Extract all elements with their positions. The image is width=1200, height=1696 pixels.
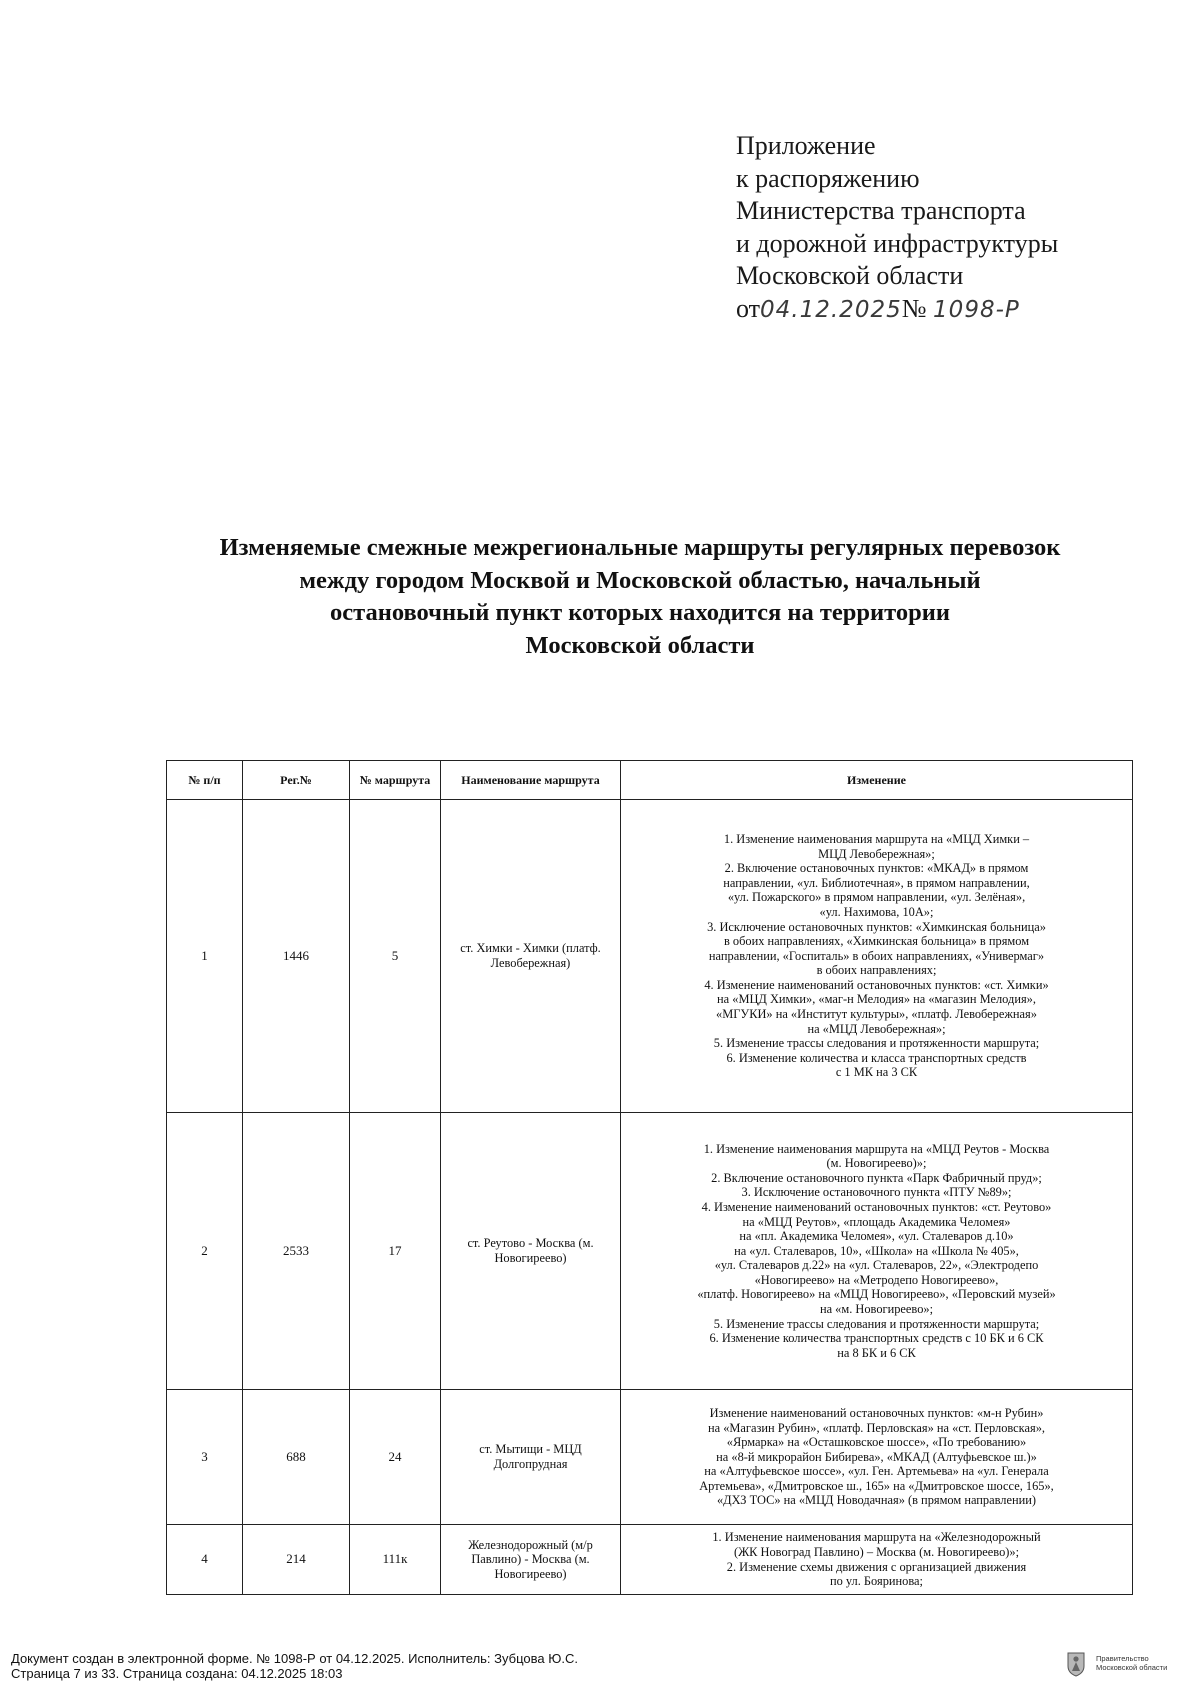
cell-route-name: ст. Мытищи - МЦД Долгопрудная (441, 1390, 621, 1525)
change-line: Артемьева», «Дмитровское ш., 165» на «Дмитровское шоссе, 165», (699, 1478, 1054, 1493)
appendix-line: к распоряжению (736, 163, 920, 193)
change-line: с 1 МК на 3 СК (835, 1065, 918, 1080)
table-row (167, 800, 1133, 1113)
document-title (150, 532, 1130, 662)
change-line: на «МЦД Реутов», «площадь Академика Челомея» (742, 1214, 1011, 1229)
change-line: «ул. Нахимова, 10А»; (819, 904, 934, 919)
table-header-row (167, 761, 1133, 800)
change-line: 1. Изменение наименования маршрута на «Железнодорожный (712, 1530, 1041, 1545)
table-row (167, 1525, 1133, 1595)
change-line: 2. Включение остановочного пункта «Парк Фабричный пруд»; (711, 1170, 1042, 1185)
change-line: «Новогиреево» на «Метродепо Новогиреево», (754, 1272, 999, 1287)
change-line: «ул. Пожарского» в прямом направлении, «ул. Зелёная», (727, 890, 1026, 905)
change-line: 3. Исключение остановочных пунктов: «Химкинская больница» (707, 919, 1046, 934)
table-row (167, 1390, 1133, 1525)
change-line: 2. Изменение схемы движения с организацией движения (726, 1559, 1027, 1574)
cell-number: 3 (167, 1390, 243, 1525)
change-line: на «м. Новогиреево»; (819, 1302, 934, 1317)
change-line: 5. Изменение трассы следования и протяженности маршрута; (713, 1316, 1040, 1331)
gov-name-line-2: Московской области (1096, 1663, 1168, 1672)
change-line: МЦД Левобережная»; (818, 846, 935, 861)
cell-change (621, 800, 1133, 1113)
cell-number: 1 (167, 800, 243, 1113)
change-line: 3. Исключение остановочного пункта «ПТУ №89»; (741, 1185, 1012, 1200)
change-line: на «Магазин Рубин», «платф. Перловская» на «ст. Перловская», (707, 1420, 1045, 1435)
cell-reg-number: 1446 (243, 800, 350, 1113)
handwritten-date: 04.12.2025 (760, 296, 902, 323)
change-line: в обоих направлениях, «Химкинская больница» в прямом (723, 934, 1030, 949)
change-line: по ул. Бояринова; (829, 1574, 923, 1589)
appendix-block (736, 130, 1156, 326)
appendix-line: Министерства транспорта (736, 196, 1026, 225)
header-cell-no: № п/п (167, 761, 243, 800)
cell-route-name: ст. Реутово - Москва (м. Новогиреево) (441, 1113, 621, 1390)
appendix-date-line (736, 293, 1156, 327)
change-line: на 8 БК и 6 СК (837, 1345, 916, 1360)
footer-line-1: Документ создан в электронной форме. № 1098-Р от 04.12.2025. Исполнитель: Зубцова Ю.С. (11, 1651, 578, 1666)
table-body (167, 800, 1133, 1595)
change-line: направлении, «ул. Библиотечная», в прямом направлении, (723, 875, 1030, 890)
change-line: «платф. Новогиреево» на «МЦД Новогиреево», «Перовский музей» (697, 1287, 1056, 1302)
change-line: на «ул. Сталеваров, 10», «Школа» на «Школа № 405», (734, 1243, 1019, 1258)
change-line: «Ярмарка» на «Осташковское шоссе», «По требованию» (726, 1435, 1027, 1450)
date-prefix: от (736, 293, 761, 323)
change-line: «ДХЗ ТОС» на «МЦД Новодачная» (в прямом направлении) (716, 1493, 1037, 1508)
header-cell-reg: Рег.№ (243, 761, 350, 800)
government-name (1096, 1654, 1167, 1672)
moscow-region-coat-of-arms-icon (1066, 1651, 1086, 1677)
handwritten-number: 1098-Р (933, 296, 1020, 323)
cell-route-name: Железнодорожный (м/р Павлино) - Москва (м. Новогиреево) (441, 1525, 621, 1595)
gov-name-line-1: Правительство (1096, 1654, 1149, 1663)
cell-change (621, 1113, 1133, 1390)
header-cell-change: Изменение (621, 761, 1133, 800)
appendix-line: и дорожной инфраструктуры (736, 228, 1059, 258)
cell-route-number: 111к (350, 1525, 441, 1595)
cell-change (621, 1525, 1133, 1595)
cell-reg-number: 688 (243, 1390, 350, 1525)
change-line: 4. Изменение наименований остановочных пунктов: «ст. Химки» (704, 977, 1049, 992)
change-line: «ул. Сталеваров д.22» на «ул. Сталеваров, 22», «Электродепо (714, 1258, 1039, 1273)
header-cell-name: Наименование маршрута (441, 761, 621, 800)
cell-route-name: ст. Химки - Химки (платф. Левобережная) (441, 800, 621, 1113)
change-line: 4. Изменение наименований остановочных пунктов: «ст. Реутово» (701, 1199, 1052, 1214)
cell-change (621, 1390, 1133, 1525)
appendix-line: Приложение (736, 131, 876, 160)
appendix-line: Московской области (736, 261, 964, 290)
title-line: между городом Москвой и Московской областью, начальный (299, 566, 981, 594)
routes-table (166, 760, 1133, 1595)
change-line: в обоих направлениях; (816, 963, 937, 978)
change-line: 5. Изменение трассы следования и протяженности маршрута; (713, 1036, 1040, 1051)
table-row (167, 1113, 1133, 1390)
cell-route-number: 5 (350, 800, 441, 1113)
change-line: 6. Изменение количества и класса транспортных средств (726, 1050, 1027, 1065)
cell-route-number: 24 (350, 1390, 441, 1525)
title-line: Изменяемые смежные межрегиональные маршруты регулярных перевозок (219, 534, 1061, 561)
cell-number: 4 (167, 1525, 243, 1595)
change-line: 1. Изменение наименования маршрута на «МЦД Химки – (723, 831, 1030, 846)
change-line: на «8-й микрорайон Бибирева», «МКАД (Алтуфьевское ш.)» (716, 1449, 1037, 1464)
change-line: 1. Изменение наименования маршрута на «МЦД Реутов - Москва (703, 1141, 1050, 1156)
title-line: Московской области (525, 631, 755, 659)
change-line: 2. Включение остановочных пунктов: «МКАД» в прямом (724, 861, 1029, 876)
cell-reg-number: 214 (243, 1525, 350, 1595)
change-line: Изменение наименований остановочных пунктов: «м-н Рубин» (709, 1405, 1044, 1420)
footer-line-2: Страница 7 из 33. Страница создана: 04.12.2025 18:03 (11, 1666, 343, 1681)
change-line: на «Алтуфьевское шоссе», «ул. Ген. Артемьева» на «ул. Генерала (704, 1464, 1049, 1479)
footer (11, 1651, 578, 1681)
change-line: (ЖК Новоград Павлино) – Москва (м. Новогиреево)»; (733, 1544, 1020, 1559)
change-line: направлении, «Госпиталь» в обоих направлениях, «Универмаг» (708, 948, 1045, 963)
change-line: 6. Изменение количества транспортных средств с 10 БК и 6 СК (709, 1331, 1044, 1346)
change-line: на «пл. Академика Челомея», «ул. Сталеваров д.10» (739, 1229, 1014, 1244)
cell-number: 2 (167, 1113, 243, 1390)
title-line: остановочный пункт которых находится на территории (330, 599, 950, 626)
change-line: на «МЦД Химки», «маг-н Мелодия» на «магазин Мелодия», (717, 992, 1036, 1007)
change-line: (м. Новогиреево)»; (826, 1156, 927, 1171)
header-cell-route: № маршрута (350, 761, 441, 800)
cell-reg-number: 2533 (243, 1113, 350, 1390)
cell-route-number: 17 (350, 1113, 441, 1390)
change-line: «МГУКИ» на «Институт культуры», «платф. Левобережная» (716, 1007, 1037, 1022)
change-line: на «МЦД Левобережная»; (807, 1021, 946, 1036)
number-sign: № (901, 293, 927, 323)
